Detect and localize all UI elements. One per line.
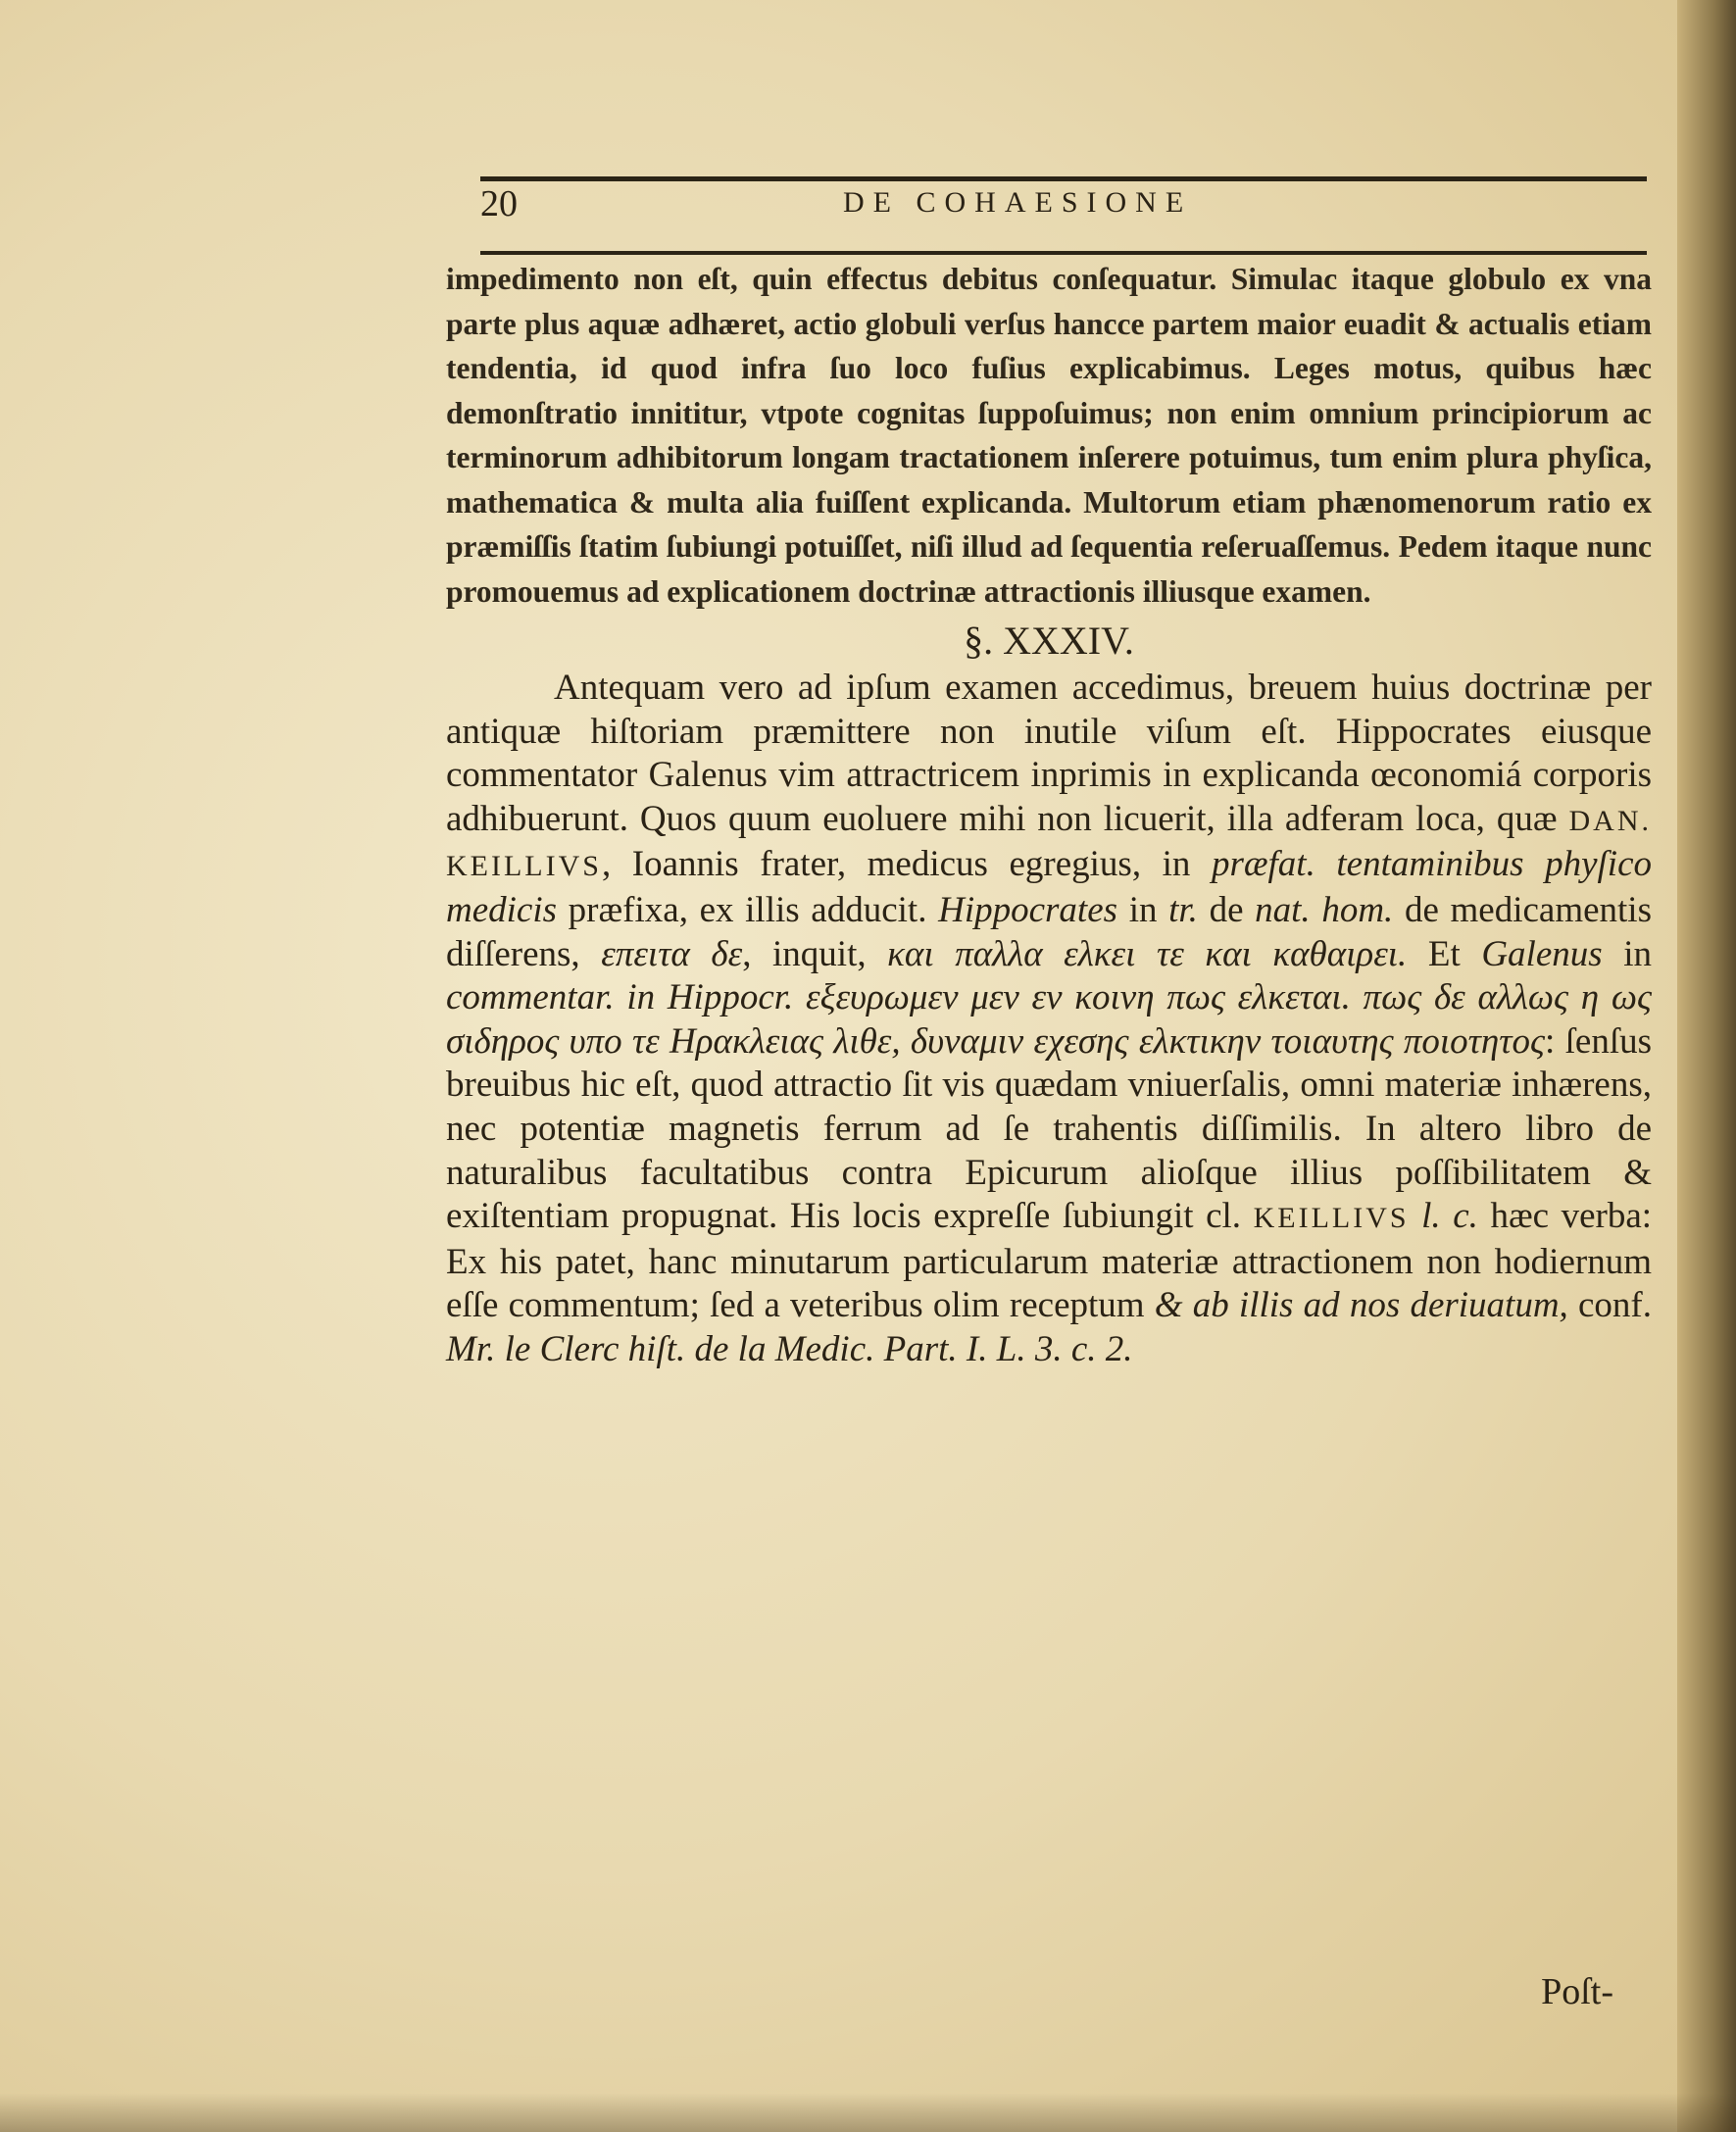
greek-quote: και παλλα ελκει τε και καθαιρει. <box>887 933 1408 974</box>
header-rule-top <box>480 176 1647 181</box>
p2-italic: Mr. le Clerc hiſt. de la Medic. Part. I. L. 3. c. 2. <box>446 1328 1133 1369</box>
p2-segment: de <box>1209 889 1244 930</box>
header-rule-bottom <box>480 251 1647 255</box>
p2-segment: , inquit, <box>742 933 867 974</box>
greek-quote: επειτα δε <box>601 933 743 974</box>
p2-segment: in <box>1623 933 1652 974</box>
p2-italic: & ab illis ad nos deriuatum, <box>1154 1285 1568 1326</box>
p2-italic: nat. hom. <box>1255 889 1394 930</box>
paragraph-2 <box>446 667 1652 1372</box>
page-number: 20 <box>480 183 518 224</box>
page-bottom-shadow <box>0 2093 1736 2132</box>
page-gutter-shadow <box>1677 0 1736 2132</box>
p2-italic: præfat. tentaminibus phyſico medicis <box>446 844 1652 930</box>
p2-segment: : ſenſus breuibus hic eſt, quod attractio ſit vis quædam vniuerſalis, omni materiæ inhærens, nec potentiæ magnetis ferrum ad ſe trahentis diſſimilis. In altero libro de naturalibus facultatibus contra Epicurum alioſque illius poſſibilitatem & exiſtentiam propugnat. His locis expreſſe ſubiungit cl. <box>446 1020 1652 1237</box>
running-title: DE COHAESIONE <box>843 186 1193 219</box>
author-name: KEILLIVS <box>1253 1202 1410 1235</box>
p2-segment: de medicamentis diſſerens, <box>446 889 1652 974</box>
p2-italic: Hippocrates <box>938 889 1118 930</box>
author-name: DAN. KEILLIVS <box>446 804 1653 883</box>
greek-quote: εξευρωμεν μεν εν κοινη πως ελκεται. πως δε αλλως η ως σιδηρος υπο τε Ηρακλειας λιθε, δυναμιν εχεσης ελκτικην τοιαυτης ποιοτητος <box>446 977 1652 1062</box>
p2-segment: Et <box>1427 933 1461 974</box>
p2-segment: conf. <box>1578 1285 1652 1326</box>
running-head <box>480 182 1647 241</box>
p2-segment: , Ioannis frater, medicus egregius, in <box>601 844 1191 885</box>
p2-segment: in <box>1128 889 1158 930</box>
p2-segment: Antequam vero ad ipſum examen accedimus, breuem huius doctrinæ per antiquæ hiſtoriam præmittere non inutile viſum eſt. Hippocrates eiusque commentator Galenus vim attractricem inprimis in explicanda œconomiá corporis adhibuerunt. Quos quum euoluere mihi non licuerit, illa adferam loca, quæ <box>446 668 1652 839</box>
p2-segment: hæc verba: Ex his patet, hanc minutarum particularum materiæ attractionem non hodiernum eſſe commentum; ſed a veteribus olim receptum <box>446 1196 1653 1326</box>
p2-italic: commentar. in Hippocr. <box>446 977 794 1018</box>
p2-segment: præfixa, ex illis adducit. <box>568 889 927 930</box>
section-heading: §. XXXIV. <box>964 619 1134 663</box>
text-block <box>446 257 1652 1372</box>
paragraph-1: impedimento non eſt, quin effectus debitus conſequatur. Simulac itaque globulo ex vna parte plus aquæ adhæret, actio globuli verſus hancce partem maior euadit & actualis etiam tendentia, id quod infra ſuo loco fuſius explicabimus. Leges motus, quibus hæc demonſtratio innititur, vtpote cognitas ſuppoſuimus; non enim omnium principiorum ac terminorum adhibitorum longam tractationem inſerere potuimus, tum enim plura phyſica, mathematica & multa alia fuiſſent explicanda. Multorum etiam phænomenorum ratio ex præmiſſis ſtatim ſubiungi potuiſſet, niſi illud ad ſequentia reſeruaſſemus. Pedem itaque nunc promouemus ad explicationem doctrinæ attractionis illiusque examen. <box>446 262 1652 609</box>
p2-italic: l. c. <box>1421 1196 1478 1237</box>
catchword: Poſt- <box>1541 1971 1613 2012</box>
p2-italic: Galenus <box>1481 933 1603 974</box>
p2-italic: tr. <box>1168 889 1198 930</box>
